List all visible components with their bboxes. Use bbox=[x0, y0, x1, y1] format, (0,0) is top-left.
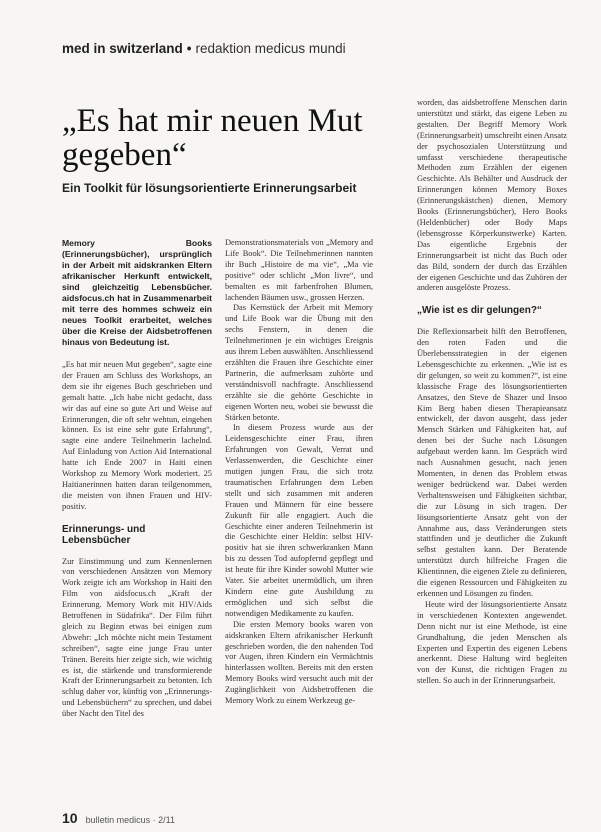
body-paragraph: Demonstrationsmaterials von „Memory and Life Book“. Die Teilnehmerinnen nannten ihr Buch „Histoire de ma vie“, „Ma vie positive“ oder schlicht „Mon livre“, und bemalten es mit farbenfrohen Blumen, lachenden Bäumen usw., grossen Herzen. bbox=[225, 238, 373, 302]
separator-dot: • bbox=[186, 41, 192, 56]
column-3 bbox=[417, 98, 567, 806]
body-paragraph: Die ersten Memory books waren von aidskranken Eltern afrikanischer Herkunft geschrieben worden, die den nahenden Tod vor Augen, ihren Kindern ein Vermächtnis hinterlassen wollten. Bereits mit den ersten Memory Books wird versucht auch mit der Zugänglichkeit von Aidsbetroffenen die Memory Work zu einem Werkzeug ge- bbox=[225, 619, 373, 706]
body-paragraph: „Es hat mir neuen Mut gegeben“, sagte eine der Frauen am Schluss des Workshops, an dem sie ihr eigenes Buch geschrieben und gemalt hatte. „Ich habe nicht gedacht, dass wir das auf eine so gute Art und Weise auf Erinnerungen, die oft sehr wehtun, eingehen können. Es ist eine sehr gute Erfahrung“, sagte eine andere Teilnehmerin lachelnd. Auf Einladung von Action Aid International hatte ich Ende 2007 in Haiti einen Workshop zu Memory Work moderiert. 25 Haitianerinnen hatten daran teilgenommen, die meisten von ihnen Frauen und HIV-positiv. bbox=[62, 360, 212, 511]
section-heading: Erinnerungs- und Lebensbücher bbox=[62, 523, 146, 546]
article-subheadline: Ein Toolkit für lösungsorientierte Erinnerungsarbeit bbox=[62, 181, 357, 195]
body-paragraph: In diesem Prozess wurde aus der Leidensgeschichte einer Frau, ihren Erfahrungen von Gewalt, Verrat und Verlassenwerden, die Geschichte einer mutigen jungen Frau, die sich trotz traumatischen Erfahrungen dem Leben stellt und sich zusammen mit anderen Frauen und Männern für eine bessere Zukunft für alle engagiert. Auch die Geschichte einer anderen Teilnehmerin ist die Geschichte einer Heldin: selbst HIV-positiv hat sie ihren schwerkranken Mann bis zu dessen Tod aufopfernd gepflegt und ist heute für ihre Kinder sowohl Mutter wie Vater. Sie arbeitet unermüdlich, um ihren Kindern eine gute Ausbildung zu ermöglichen und sich selbst die notwendigen Medikamente zu kaufen. bbox=[225, 423, 373, 618]
page-footer bbox=[62, 810, 175, 826]
body-paragraph: Das Kernstück der Arbeit mit Memory und Life Book war die Übung mit den sechs Fenstern, in denen die Teilnehmerinnen je ein wichtiges Ereignis aus ihrem Leben auswählten. Anschliessend erzählten die Frauen ihre Geschichte einer Partnerin, die aufmerksam zuhörte und verständnisvoll nachfragte. Anschliessend erzählte sie die gehörte Geschichte in eigenen Worten neu, wobei sie bewusst die Stärken betonte. bbox=[225, 303, 373, 422]
section-header bbox=[62, 41, 346, 56]
lead-paragraph: Memory Books (Erinnerungsbücher), ursprünglich in der Arbeit mit aidskranken Eltern afrikanischer Herkunft entwickelt, sind gleichzeitig Lebensbücher. aidsfocus.ch hat in Zusammenarbeit mit terre des hommes schweiz ein neues Toolkit erarbeitet, welches über die Kreise der Aidsbetroffenen hinaus von Bedeutung ist. bbox=[62, 238, 212, 347]
body-paragraph: worden, das aidsbetroffene Menschen darin unterstützt und stärkt, das eigene Leben zu gestalten. Der Begriff Memory Work (Erinnerungsarbeit) umschreibt einen Ansatz der psychosozialen Unterstützung und umfasst verschiedene therapeutische Methoden zum Erzählen der eigenen Geschichte. Als Behälter und Ausdruck der Erinnerungen können Memory Boxes (Erinnerungskästchen) dienen, Memory Books (Erinnerungsbücher), Hero Books (Heldenbücher) oder Body Maps (lebensgrosse Körperkunstwerke) Karten. Das eigentliche Ergebnis der Erinnerungsarbeit ist nicht das Buch oder das Bild, sondern der durch das Erzählen der eigenen Geschichte und das Zuhören der anderen ausgelöste Prozess. bbox=[417, 98, 567, 293]
section-label: med in switzerland bbox=[62, 41, 183, 56]
publication-label: bulletin medicus · 2/11 bbox=[85, 815, 175, 825]
body-paragraph: Die Reflexionsarbeit hilft den Betroffenen, den roten Faden und die Überlebensstrategien in der eigenen Lebensgeschichte zu erkennen. „Wie ist es dir gelungen, so weit zu kommen?“, ist eine klassische Frage des lösungsorientierten Ansatzes, den Steve de Shazer und Insoo Kim Berg haben diesen Therapieansatz entwickelt, der davon ausgeht, dass jeder Mensch Stärken und Fähigkeiten hat, auf denen bei der Suche nach Lösungen aufgebaut werden kann. Im Gespräch wird nach Ausnahmen gesucht, nach jenen Momenten, in denen das Problem etwas weniger bedrückend war. Dabei werden Verhaltensweisen und Fähigkeiten sichtbar, die zur Lösung in sich tragen. Der lösungsorientierte Ansatz geht von der Annahme aus, dass Veränderungen stets stattfinden und je deutlicher die Zukunft selbst gestalten kann. Der Beratende unterstützt durch hilfreiche Fragen die Klientinnen, die eigenen Ziele zu definieren, die eigenen Ressourcen und Fähigkeiten zu erkennen und Lösungen zu finden. bbox=[417, 327, 567, 598]
article-headline: „Es hat mir neuen Mut gegeben“ bbox=[62, 103, 363, 173]
page-number: 10 bbox=[62, 810, 78, 826]
body-paragraph: Zur Einstimmung und zum Kennenlernen von verschiedenen Ansätzen von Memory Work zeigte ich am Workshop in Haiti den Film von aidsfocus.ch „Kraft der Erinnerung. Memory Work mit HIV/Aids Betroffenen in Südafrika“. Der Film führt gleich zu Beginn etwas bei einigen zum Abwehr: „Ich möchte nicht mein Testament schreiben“, sagte eine junge Frau unter Tränen. Bereits hier zeigte sich, wie wichtig es ist, die stärkende und transformierende Kraft der Erinnerungsarbeit zu betonten. Ich schlug daher vor, künftig von „Erinnerungs- und Lebensbüchern“ zu sprechen, und dabei über Nacht den Titel des bbox=[62, 556, 212, 719]
column-1 bbox=[62, 238, 212, 806]
column-2 bbox=[225, 238, 373, 806]
section-heading: „Wie ist es dir gelungen?“ bbox=[417, 305, 542, 317]
subsection-label: redaktion medicus mundi bbox=[195, 41, 346, 56]
body-paragraph: Heute wird der lösungsorientierte Ansatz in verschiedenen Kontexten angewendet. Denn nicht nur ist eine Methode, ist eine Grundhaltung, die jeden Menschen als Experten und Expertin des eigenen Lebens anerkennt. Diese Haltung wird begleiten von der Kunst, die richtigen Fragen zu stellen. So auch in der Erinnerungsarbeit. bbox=[417, 599, 567, 686]
